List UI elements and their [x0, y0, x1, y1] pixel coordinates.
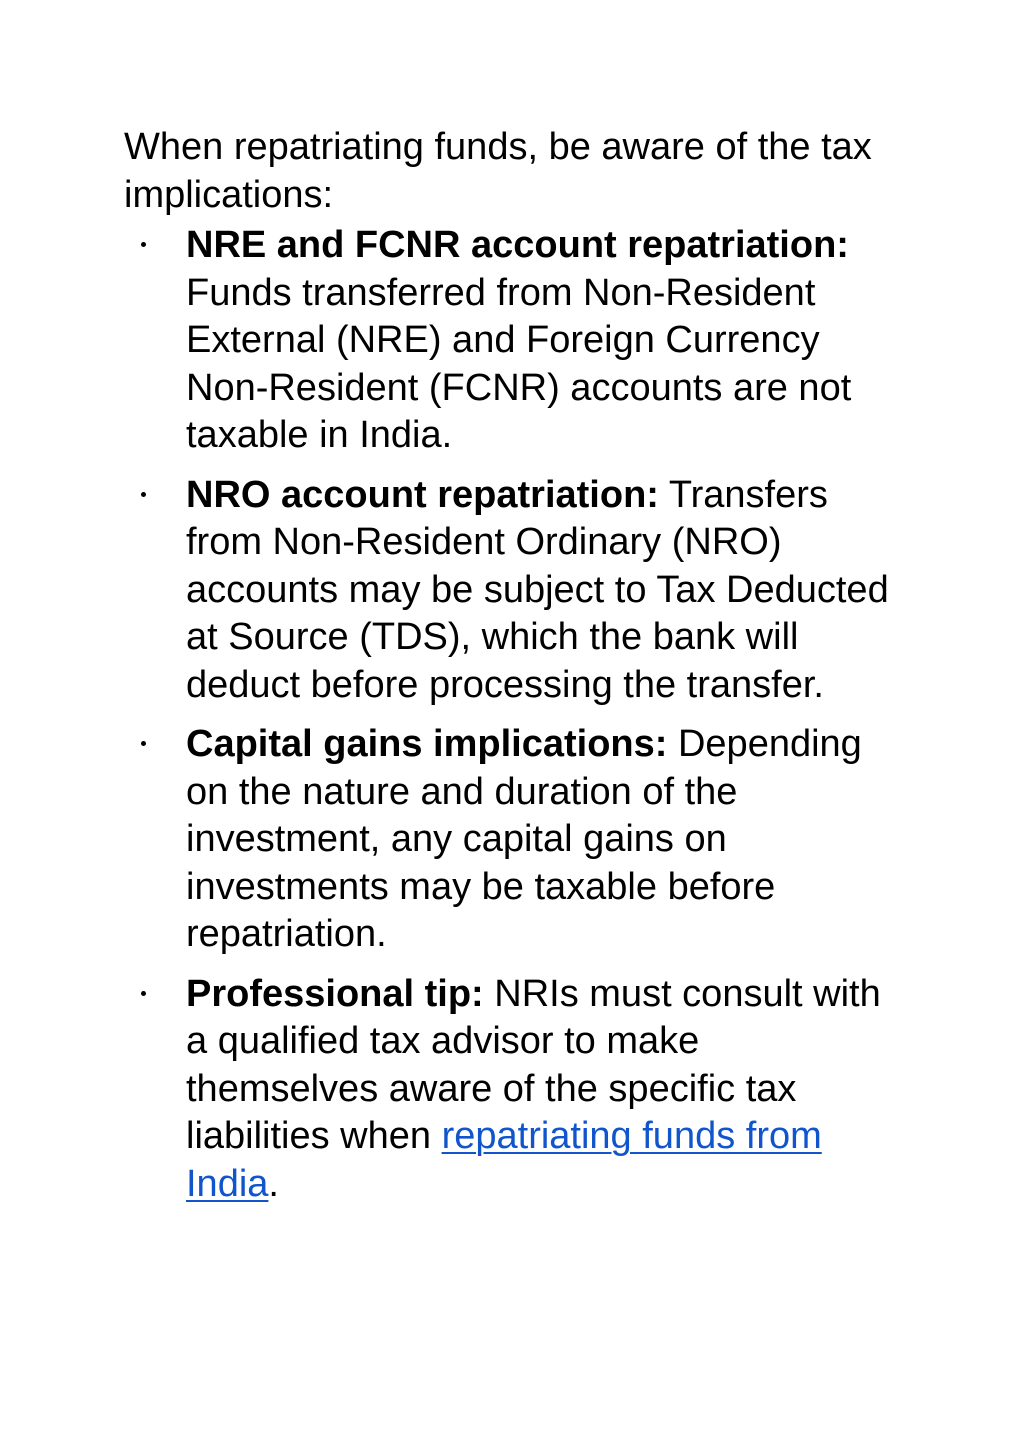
bullet-dot-icon: [141, 492, 146, 497]
bullet-item-capital-gains: [124, 721, 899, 959]
bullet-title: Capital gains implications:: [186, 723, 668, 765]
bullet-title: NRO account repatriation:: [186, 473, 659, 516]
bullet-item-nre-fcnr: [124, 222, 899, 460]
bullet-dot-icon: [141, 242, 146, 247]
bullet-dot-icon: [141, 741, 146, 746]
bullet-text: Depending on the nature and duration of the investment, any capital gains on investments may be taxable before repatriation.: [186, 723, 862, 955]
document-page: [124, 124, 899, 1208]
bullet-text: NRIs must consult with a qualified tax advisor to make themselves aware of the specific tax liabilities when: [186, 972, 881, 1157]
bullet-title: NRE and FCNR account repatriation:: [186, 224, 849, 266]
repatriating-funds-link[interactable]: repatriating funds from India: [186, 1115, 822, 1205]
bullet-text: Transfers from Non-Resident Ordinary (NRO) accounts may be subject to Tax Deducted at Source (TDS), which the bank will deduct before processing the transfer.: [186, 473, 889, 706]
bullet-title: Professional tip:: [186, 972, 484, 1015]
bullet-dot-icon: [141, 991, 146, 996]
intro-paragraph: When repatriating funds, be aware of the tax implications:: [124, 126, 872, 216]
bullet-suffix: .: [268, 1162, 279, 1205]
bullet-item-nro: [124, 472, 899, 710]
bullet-item-professional-tip: [124, 971, 899, 1209]
bullet-list: [124, 222, 899, 1208]
bullet-text: Funds transferred from Non-Resident External (NRE) and Foreign Currency Non-Resident (FCNR) accounts are not taxable in India.: [186, 271, 852, 456]
